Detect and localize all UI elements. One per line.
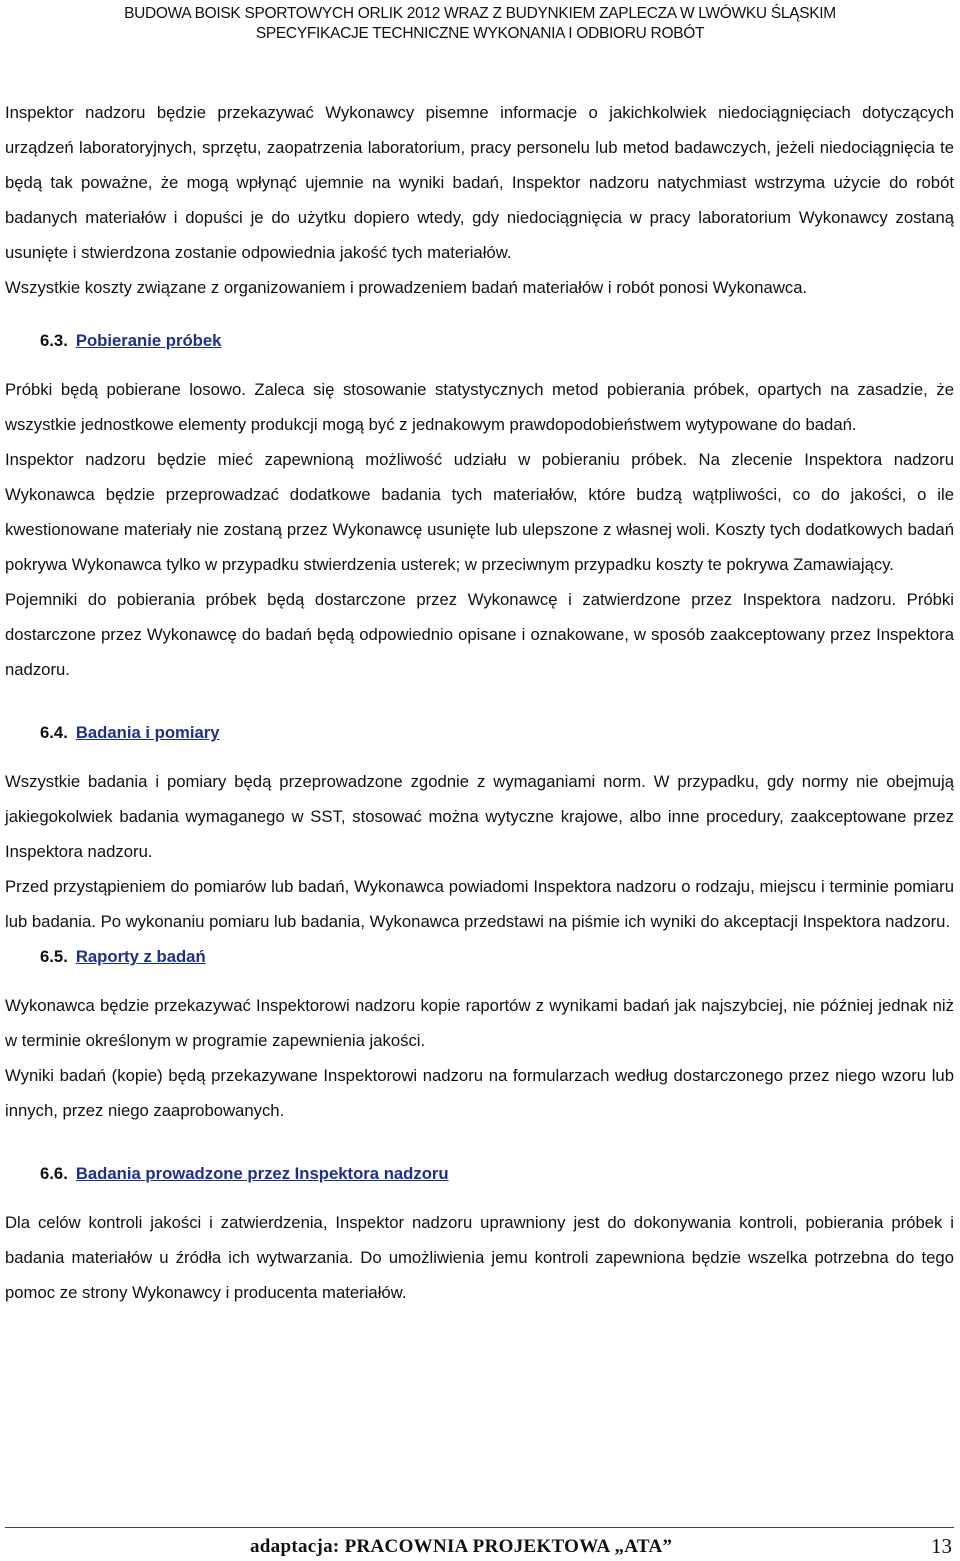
footer-credit: adaptacja: PRACOWNIA PROJEKTOWA „ATA”: [250, 1536, 673, 1557]
paragraph-extra-tests: Inspektor nadzoru będzie mieć zapewnioną możliwość udziału w pobieraniu próbek. Na zlecenie Inspektora nadzoru Wykonawca będzie przeprowadzać dodatkowe badania tych materiałów, które budzą wątpliwości, co do jakości, o ile kwestionowane materiały nie zostaną przez Wykonawcę usunięte lub ulepszone z własnej woli. Koszty tych dodatkowych badań pokrywa Wykonawca tylko w przypadku stwierdzenia usterek; w przeciwnym przypadku koszty te pokrywa Zamawiający.: [5, 450, 954, 574]
section-title[interactable]: Pobieranie próbek: [75, 331, 222, 350]
section-number: 6.6.: [40, 1164, 68, 1183]
section-heading-6-3: [5, 323, 954, 358]
paragraph-containers: Pojemniki do pobierania próbek będą dostarczone przez Wykonawcę i zatwierdzone przez Inspektora nadzoru. Próbki dostarczone przez Wykonawcę do badań będą odpowiednio opisane i oznakowane, w sposób zaakceptowany przez Inspektora nadzoru.: [5, 590, 954, 679]
page-footer: [0, 1533, 960, 1561]
paragraph-notification: Przed przystąpieniem do pomiarów lub badań, Wykonawca powiadomi Inspektora nadzoru o rodzaju, miejscu i terminie pomiaru lub badania. Po wykonaniu pomiaru lub badania, Wykonawca przedstawi na piśmie ich wyniki do akceptacji Inspektora nadzoru.: [5, 877, 954, 931]
document-body: [5, 95, 954, 1310]
section-heading-6-6: [5, 1156, 954, 1191]
header-document-type: SPECYFIKACJE TECHNICZNE WYKONANIA I ODBIORU ROBÓT: [255, 25, 705, 42]
section-heading-6-4: [5, 715, 954, 750]
paragraph-norms: Wszystkie badania i pomiary będą przeprowadzone zgodnie z wymaganiami norm. W przypadku, gdy normy nie obejmują jakiegokolwiek badania wymaganego w SST, stosować można wytyczne krajowe, albo inne procedury, zaakceptowane przez Inspektora nadzoru.: [5, 772, 954, 861]
header-project-title: BUDOWA BOISK SPORTOWYCH ORLIK 2012 WRAZ Z BUDYNKIEM ZAPLECZA W LWÓWKU ŚLĄSKIM: [124, 5, 836, 22]
paragraph-reports: Wykonawca będzie przekazywać Inspektorowi nadzoru kopie raportów z wynikami badań jak najszybciej, nie później jednak niż w terminie określonym w programie zapewnienia jakości.: [5, 996, 954, 1050]
section-heading-6-5: [5, 939, 954, 974]
paragraph-inspector-notice: Inspektor nadzoru będzie przekazywać Wykonawcy pisemne informacje o jakichkolwiek niedociągnięciach dotyczących urządzeń laboratoryjnych, sprzętu, zaopatrzenia laboratorium, pracy personelu lub metod badawczych, jeżeli niedociągnięcia te będą tak poważne, że mogą wpłynąć ujemnie na wyniki badań, Inspektor nadzoru natychmiast wstrzyma użycie do robót badanych materiałów i dopuści je do użytku dopiero wtedy, gdy niedociągnięcia w pracy laboratorium Wykonawcy zostaną usunięte i stwierdzona zostanie odpowiednia jakość tych materiałów.: [5, 103, 954, 262]
section-number: 6.4.: [40, 723, 68, 742]
paragraph-report-forms: Wyniki badań (kopie) będą przekazywane Inspektorowi nadzoru na formularzach według dostarczonego przez niego wzoru lub innych, przez niego zaaprobowanych.: [5, 1066, 954, 1120]
page-number: 13: [931, 1534, 952, 1558]
paragraph-costs: Wszystkie koszty związane z organizowaniem i prowadzeniem badań materiałów i robót ponosi Wykonawca.: [5, 278, 808, 297]
section-number: 6.5.: [40, 947, 68, 966]
section-number: 6.3.: [40, 331, 68, 350]
section-title[interactable]: Badania i pomiary: [75, 723, 220, 742]
page-header: [0, 4, 960, 44]
paragraph-inspector-control: Dla celów kontroli jakości i zatwierdzenia, Inspektor nadzoru uprawniony jest do dokonywania kontroli, pobierania próbek i badania materiałów u źródła ich wytwarzania. Do umożliwienia jemu kontroli zapewniona będzie wszelka potrzebna do tego pomoc ze strony Wykonawcy i producenta materiałów.: [5, 1213, 954, 1302]
footer-divider: [5, 1527, 954, 1528]
paragraph-sampling: Próbki będą pobierane losowo. Zaleca się stosowanie statystycznych metod pobierania próbek, opartych na zasadzie, że wszystkie jednostkowe elementy produkcji mogą być z jednakowym prawdopodobieństwem wytypowane do badań.: [5, 380, 954, 434]
section-title[interactable]: Badania prowadzone przez Inspektora nadzoru: [75, 1164, 449, 1183]
section-title[interactable]: Raporty z badań: [75, 947, 206, 966]
